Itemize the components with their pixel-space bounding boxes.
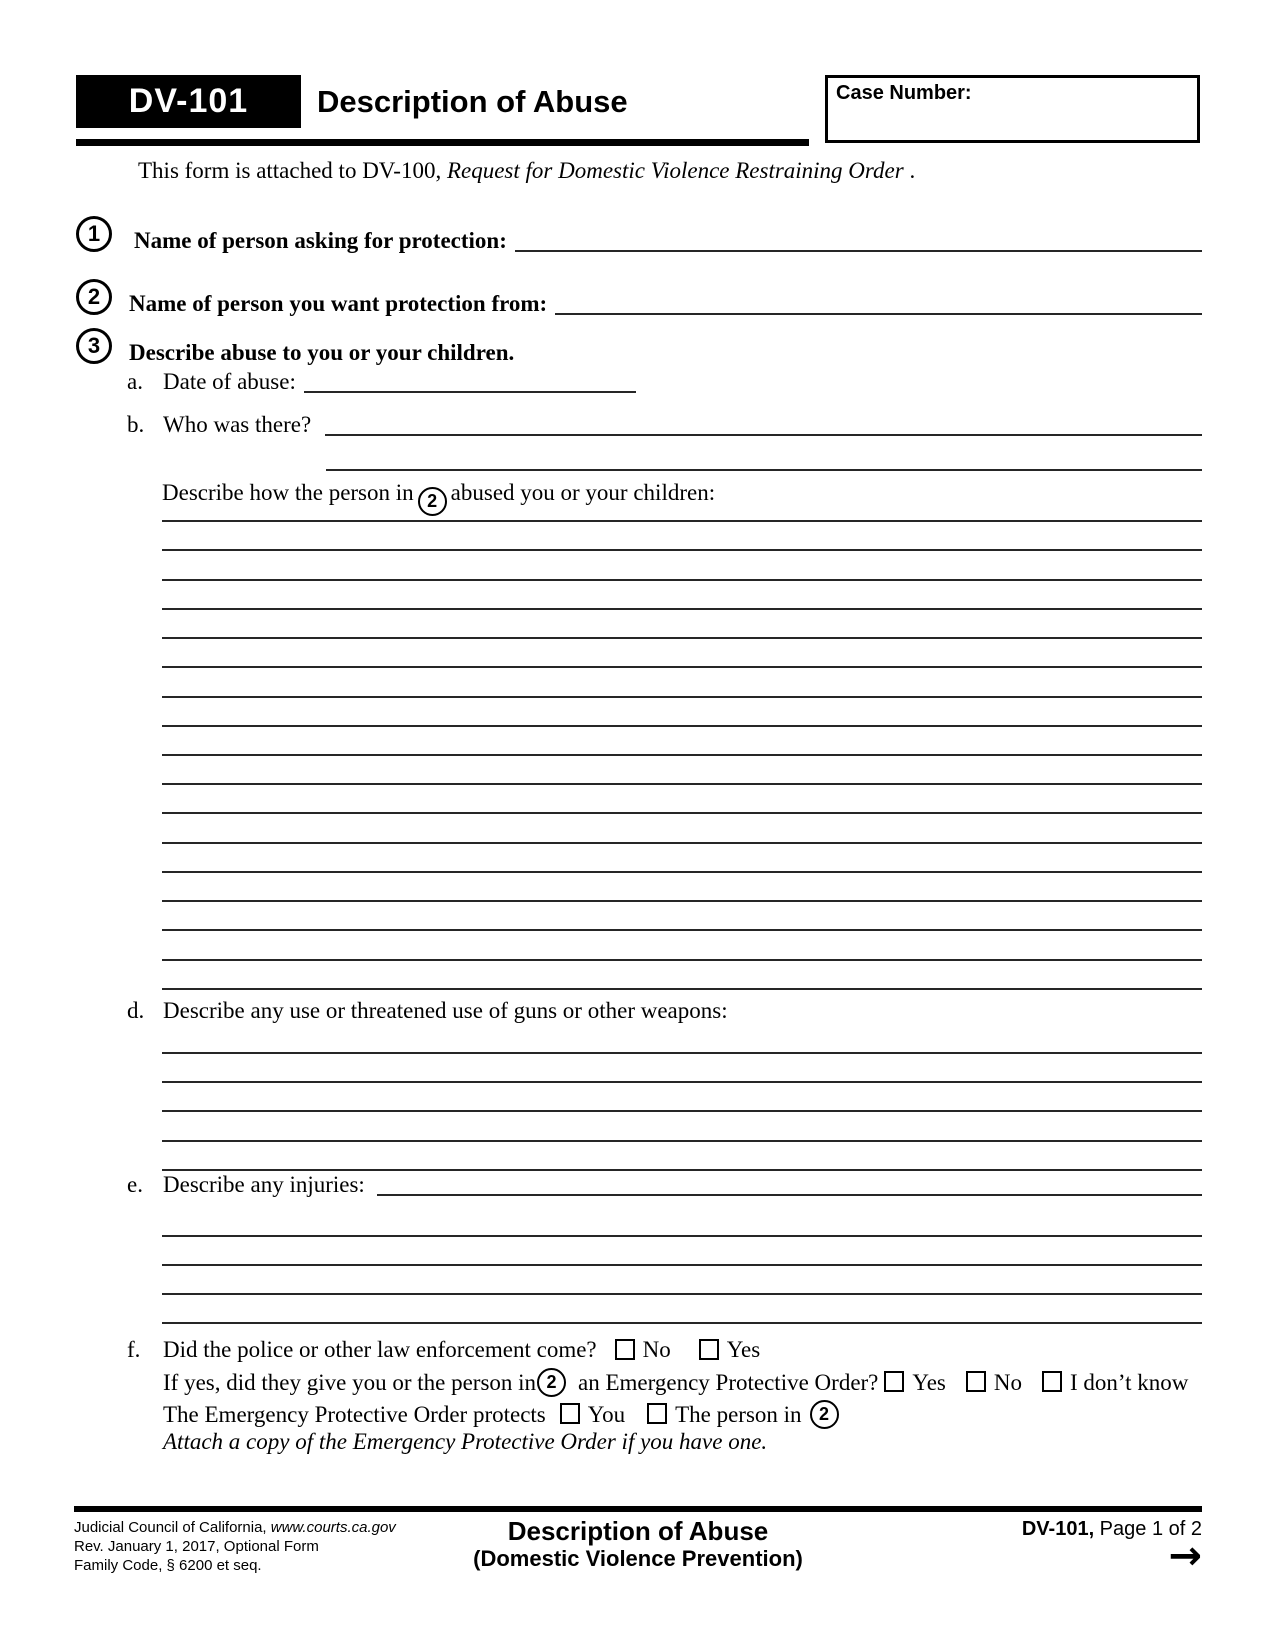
footer-left-block bbox=[74, 1518, 396, 1575]
restrained-person-name-field[interactable] bbox=[555, 313, 1202, 315]
police-no-label: No bbox=[642, 1337, 671, 1363]
injuries-line[interactable] bbox=[162, 1235, 1202, 1237]
epo-question-prefix: If yes, did they give you or the person in bbox=[163, 1369, 537, 1395]
footer-form-id: DV-101, bbox=[1021, 1518, 1095, 1540]
abuse-description-line[interactable] bbox=[162, 725, 1202, 727]
date-of-abuse-field[interactable] bbox=[304, 391, 636, 393]
injuries-line[interactable] bbox=[162, 1322, 1202, 1324]
abuse-description-line[interactable] bbox=[162, 579, 1202, 581]
footer-page-text: Page 1 of 2 bbox=[1094, 1518, 1202, 1540]
epo-attach-note bbox=[163, 1429, 767, 1455]
police-no-checkbox[interactable] bbox=[615, 1339, 635, 1360]
sub-item-a-row bbox=[127, 365, 1202, 395]
protects-you-checkbox[interactable] bbox=[560, 1403, 580, 1424]
item-2-number-badge bbox=[76, 279, 112, 315]
next-page-arrow-icon: → bbox=[1168, 1533, 1202, 1579]
abuse-description-line[interactable] bbox=[162, 783, 1202, 785]
sub-item-f-letter: f. bbox=[127, 1337, 141, 1362]
footer-center-block bbox=[398, 1516, 878, 1572]
item-3-label: Describe abuse to you or your children. bbox=[129, 339, 515, 365]
sub-item-a-letter: a. bbox=[127, 368, 143, 394]
intro-text bbox=[138, 158, 915, 184]
footer-form-subtitle: (Domestic Violence Prevention) bbox=[473, 1546, 803, 1571]
person-2-reference-icon bbox=[537, 1368, 566, 1397]
describe-how-prefix: Describe how the person in bbox=[162, 480, 414, 505]
footer-right-block bbox=[1021, 1518, 1202, 1579]
item-1-label: Name of person asking for protection: bbox=[134, 227, 507, 253]
abuse-description-line[interactable] bbox=[162, 959, 1202, 961]
epo-dontknow-label: I don’t know bbox=[1069, 1369, 1189, 1395]
abuse-description-line[interactable] bbox=[162, 842, 1202, 844]
item-3-number: 3 bbox=[87, 333, 101, 358]
epo-question-suffix: an Emergency Protective Order? bbox=[578, 1369, 879, 1395]
case-number-box[interactable] bbox=[825, 75, 1200, 143]
epo-protects-text: The Emergency Protective Order protects bbox=[163, 1401, 546, 1427]
abuse-description-line[interactable] bbox=[162, 549, 1202, 551]
sub-item-b-row bbox=[127, 408, 1202, 438]
footer-website-text: www.courts.ca.gov bbox=[270, 1519, 396, 1536]
footer-form-name: Description of Abuse bbox=[507, 1516, 769, 1546]
item-2-row bbox=[76, 277, 1202, 317]
item-2-number: 2 bbox=[87, 284, 101, 309]
sub-item-b-letter: b. bbox=[127, 411, 145, 437]
footer-divider bbox=[74, 1506, 1202, 1512]
epo-question-row bbox=[163, 1368, 1192, 1397]
abuse-description-line[interactable] bbox=[162, 696, 1202, 698]
abuse-description-line[interactable] bbox=[162, 520, 1202, 522]
epo-dontknow-checkbox[interactable] bbox=[1042, 1371, 1062, 1392]
police-question-row bbox=[127, 1337, 764, 1363]
abuse-description-line[interactable] bbox=[162, 637, 1202, 639]
sub-item-e-letter: e. bbox=[127, 1171, 143, 1197]
weapons-label: Describe any use or threatened use of guns or other weapons: bbox=[163, 997, 728, 1023]
abuse-description-line[interactable] bbox=[162, 754, 1202, 756]
form-title: Description of Abuse bbox=[317, 84, 628, 119]
describe-how-suffix: abused you or your children: bbox=[450, 480, 716, 505]
intro-form-reference: Request for Domestic Violence Restraining Order bbox=[446, 158, 904, 183]
epo-yes-label: Yes bbox=[912, 1369, 946, 1395]
abuse-description-line[interactable] bbox=[162, 929, 1202, 931]
injuries-label: Describe any injuries: bbox=[163, 1171, 365, 1197]
intro-suffix: . bbox=[903, 158, 916, 183]
abuse-description-line[interactable] bbox=[162, 900, 1202, 902]
person-2-reference-number: 2 bbox=[819, 1404, 830, 1424]
abuse-description-line[interactable] bbox=[162, 871, 1202, 873]
epo-yes-checkbox[interactable] bbox=[884, 1371, 904, 1392]
item-1-number: 1 bbox=[87, 221, 101, 246]
sub-item-e-row bbox=[127, 1168, 1202, 1198]
item-3-row bbox=[76, 326, 1202, 366]
weapons-line[interactable] bbox=[162, 1110, 1202, 1112]
header-divider bbox=[76, 139, 809, 146]
protects-person2-checkbox[interactable] bbox=[647, 1403, 667, 1424]
person-2-reference-icon bbox=[810, 1400, 839, 1429]
intro-prefix: This form is attached to DV-100, bbox=[138, 158, 447, 183]
police-yes-checkbox[interactable] bbox=[699, 1339, 719, 1360]
abuse-description-line[interactable] bbox=[162, 608, 1202, 610]
injuries-line[interactable] bbox=[162, 1264, 1202, 1266]
protects-you-label: You bbox=[587, 1401, 626, 1427]
who-was-there-label: Who was there? bbox=[163, 411, 312, 437]
police-question-text: Did the police or other law enforcement come? bbox=[163, 1337, 597, 1363]
sub-item-d-row bbox=[127, 994, 1202, 1024]
footer-code-line: Family Code, § 6200 et seq. bbox=[74, 1557, 262, 1574]
person-2-reference-number: 2 bbox=[546, 1372, 557, 1392]
injuries-inline-field[interactable] bbox=[377, 1194, 1202, 1196]
abuse-description-line[interactable] bbox=[162, 988, 1202, 990]
who-was-there-field-2[interactable] bbox=[326, 469, 1202, 471]
case-number-label: Case Number: bbox=[836, 82, 972, 104]
footer-revision-line: Rev. January 1, 2017, Optional Form bbox=[74, 1538, 319, 1555]
sub-item-d-letter: d. bbox=[127, 997, 145, 1023]
epo-no-label: No bbox=[993, 1369, 1022, 1395]
police-yes-label: Yes bbox=[726, 1337, 761, 1363]
person-2-reference-number: 2 bbox=[427, 491, 438, 511]
item-1-number-badge bbox=[76, 216, 112, 252]
weapons-line[interactable] bbox=[162, 1140, 1202, 1142]
date-of-abuse-label: Date of abuse: bbox=[163, 368, 296, 394]
protects-person2-label: The person in bbox=[675, 1401, 802, 1427]
item-2-label: Name of person you want protection from: bbox=[129, 290, 548, 316]
injuries-line[interactable] bbox=[162, 1293, 1202, 1295]
weapons-line[interactable] bbox=[162, 1052, 1202, 1054]
form-id-text: DV-101 bbox=[128, 82, 249, 120]
who-was-there-field-1[interactable] bbox=[325, 434, 1202, 436]
form-id-badge bbox=[76, 75, 301, 128]
footer-agency-text: Judicial Council of California, bbox=[74, 1519, 271, 1536]
epo-no-checkbox[interactable] bbox=[966, 1371, 986, 1392]
epo-protects-row bbox=[163, 1400, 843, 1429]
person-2-reference-icon bbox=[418, 487, 447, 516]
epo-attach-note-text: Attach a copy of the Emergency Protective Order if you have one. bbox=[163, 1429, 768, 1454]
footer-agency-line bbox=[74, 1518, 396, 1537]
abuse-description-line[interactable] bbox=[162, 666, 1202, 668]
item-1-row bbox=[76, 214, 1202, 254]
describe-how-label bbox=[162, 480, 715, 516]
weapons-line[interactable] bbox=[162, 1081, 1202, 1083]
abuse-description-line[interactable] bbox=[162, 812, 1202, 814]
item-3-number-badge bbox=[76, 328, 112, 364]
protected-person-name-field[interactable] bbox=[515, 250, 1202, 252]
